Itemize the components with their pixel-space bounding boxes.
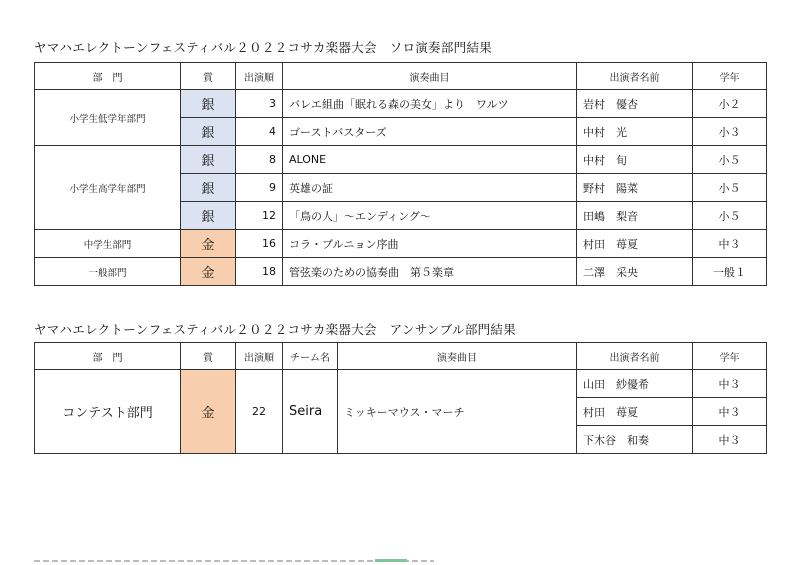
- order-cell: 4: [236, 118, 283, 146]
- header-division: 部 門: [35, 343, 181, 370]
- order-cell: 3: [236, 90, 283, 118]
- award-cell: 銀: [181, 146, 236, 174]
- order-cell: 12: [236, 202, 283, 230]
- header-division: 部 門: [35, 63, 181, 90]
- division-cell: 小学生低学年部門: [35, 90, 181, 146]
- performer-cell: 村田 苺夏: [577, 230, 693, 258]
- ensemble-title: ヤマハエレクトーンフェスティバル２０２２コサカ楽器大会 アンサンブル部門結果: [34, 322, 517, 337]
- grade-cell: 小３: [693, 118, 767, 146]
- order-cell: 8: [236, 146, 283, 174]
- performer-cell: 下木谷 和奏: [577, 426, 693, 454]
- performer-cell: 野村 陽菜: [577, 174, 693, 202]
- header-performer: 出演者名前: [577, 63, 693, 90]
- grade-cell: 小５: [693, 146, 767, 174]
- table-row: [35, 230, 767, 258]
- header-piece: 演奏曲目: [338, 343, 577, 370]
- header-order: 出演順: [236, 63, 283, 90]
- order-cell: 18: [236, 258, 283, 286]
- award-cell: 銀: [181, 118, 236, 146]
- division-cell: 一般部門: [35, 258, 181, 286]
- piece-cell: 管弦楽のための協奏曲 第５楽章: [283, 258, 577, 286]
- performer-cell: 中村 旬: [577, 146, 693, 174]
- header-order: 出演順: [236, 343, 283, 370]
- header-piece: 演奏曲目: [283, 63, 577, 90]
- header-grade: 学年: [693, 343, 767, 370]
- ensemble-header-row: [35, 343, 767, 370]
- award-cell: 銀: [181, 202, 236, 230]
- grade-cell: 中３: [693, 398, 767, 426]
- order-cell: 16: [236, 230, 283, 258]
- order-cell: 22: [236, 370, 283, 454]
- ensemble-results-table: [34, 342, 767, 454]
- division-cell: 小学生高学年部門: [35, 146, 181, 230]
- piece-cell: 「鳥の人」～エンディング～: [283, 202, 577, 230]
- piece-cell: バレエ組曲「眠れる森の美女」より ワルツ: [283, 90, 577, 118]
- performer-cell: 山田 紗優希: [577, 370, 693, 398]
- division-cell: 中学生部門: [35, 230, 181, 258]
- solo-results-table: [34, 62, 767, 286]
- grade-cell: 中３: [693, 230, 767, 258]
- performer-cell: 田嶋 梨音: [577, 202, 693, 230]
- footer-divider: [34, 560, 434, 562]
- award-cell: 銀: [181, 174, 236, 202]
- order-cell: 9: [236, 174, 283, 202]
- piece-cell: ゴーストバスターズ: [283, 118, 577, 146]
- piece-cell: ALONE: [283, 146, 577, 174]
- grade-cell: 一般１: [693, 258, 767, 286]
- piece-cell: コラ・ブルニョン序曲: [283, 230, 577, 258]
- grade-cell: 中３: [693, 426, 767, 454]
- header-award: 賞: [181, 343, 236, 370]
- footer-mark: [375, 559, 407, 562]
- grade-cell: 小５: [693, 174, 767, 202]
- header-performer: 出演者名前: [577, 343, 693, 370]
- performer-cell: 村田 苺夏: [577, 398, 693, 426]
- performer-cell: 岩村 優杏: [577, 90, 693, 118]
- table-row: [35, 90, 767, 118]
- solo-header-row: [35, 63, 767, 90]
- team-cell: Seira: [283, 370, 338, 454]
- table-row: [35, 370, 767, 398]
- header-grade: 学年: [693, 63, 767, 90]
- grade-cell: 小２: [693, 90, 767, 118]
- award-cell: 銀: [181, 90, 236, 118]
- performer-cell: 二澤 采央: [577, 258, 693, 286]
- award-cell: 金: [181, 370, 236, 454]
- piece-cell: 英雄の証: [283, 174, 577, 202]
- header-award: 賞: [181, 63, 236, 90]
- performer-cell: 中村 光: [577, 118, 693, 146]
- table-row: [35, 146, 767, 174]
- table-row: [35, 258, 767, 286]
- solo-title: ヤマハエレクトーンフェスティバル２０２２コサカ楽器大会 ソロ演奏部門結果: [34, 40, 493, 55]
- piece-cell: ミッキーマウス・マーチ: [338, 370, 577, 454]
- award-cell: 金: [181, 258, 236, 286]
- header-team: チーム名: [283, 343, 338, 370]
- award-cell: 金: [181, 230, 236, 258]
- grade-cell: 小５: [693, 202, 767, 230]
- grade-cell: 中３: [693, 370, 767, 398]
- division-cell: コンテスト部門: [35, 370, 181, 454]
